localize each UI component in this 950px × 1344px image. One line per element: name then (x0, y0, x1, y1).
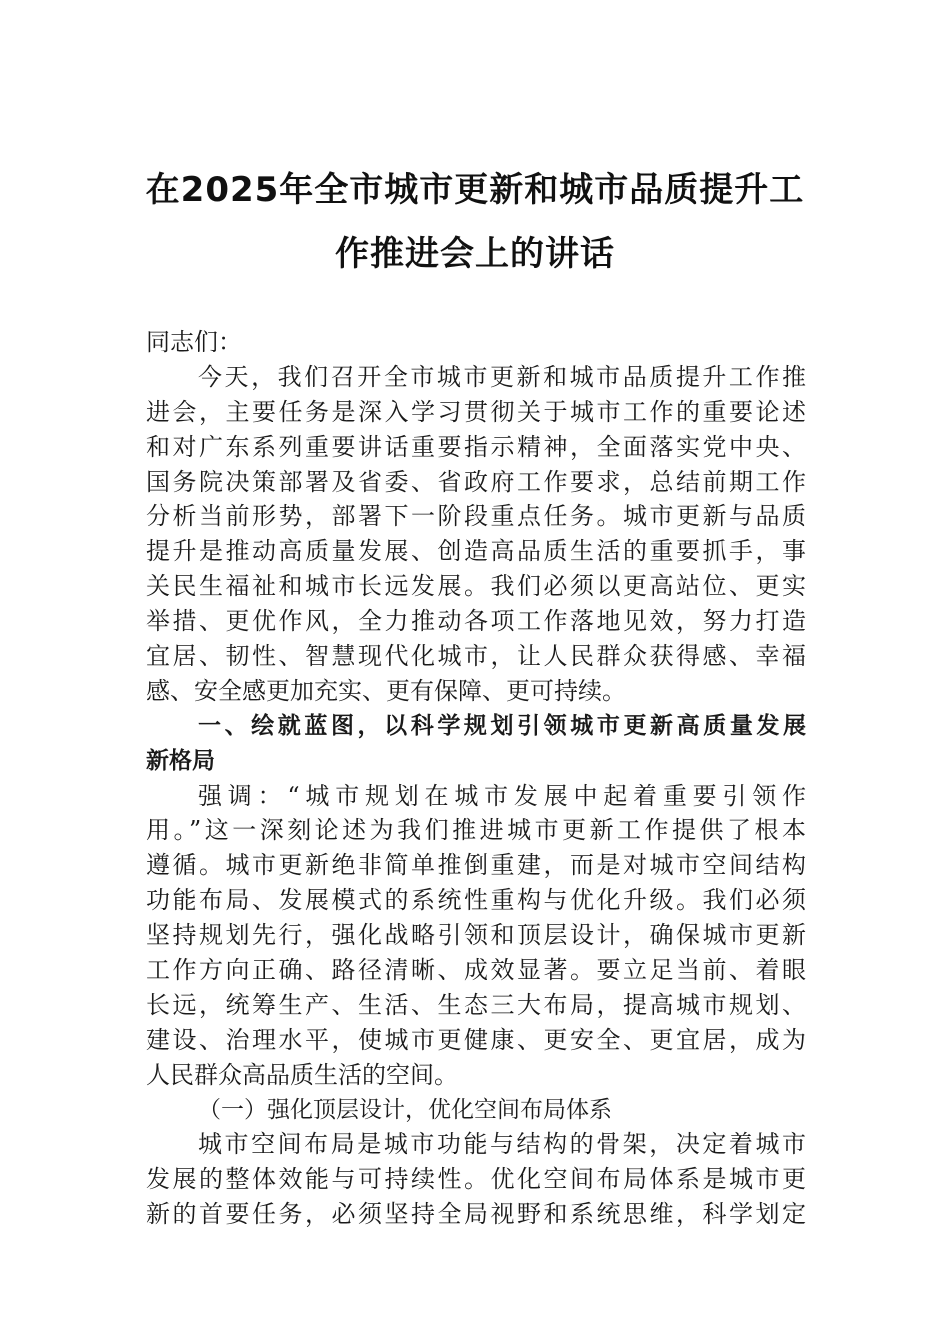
section-heading: 新格局 (146, 747, 215, 774)
paragraph-line: 宜居、韧性、智慧现代化城市，让人民群众获得感、幸福 (146, 642, 806, 671)
paragraph-line: 人民群众高品质生活的空间。 (146, 1060, 458, 1089)
subsection-heading: （一）强化顶层设计，优化空间布局体系 (198, 1096, 612, 1123)
paragraph-line: 新的首要任务，必须坚持全局视野和系统思维，科学划定 (146, 1200, 806, 1229)
paragraph-line: 和对广东系列重要讲话重要指示精神，全面落实党中央、 (146, 432, 806, 461)
paragraph-line: 关民生福祉和城市长远发展。我们必须以更高站位、更实 (146, 572, 806, 601)
paragraph-line: 坚持规划先行，强化战略引领和顶层设计，确保城市更新 (146, 921, 806, 950)
paragraph-line: 工作方向正确、路径清晰、成效显著。要立足当前、着眼 (146, 956, 806, 985)
document-body (146, 325, 806, 1232)
paragraph-line: 强调：“城市规划在城市发展中起着重要引领作 (198, 781, 806, 810)
salutation: 同志们： (146, 328, 242, 356)
paragraph-line: 遵循。城市更新绝非简单推倒重建，而是对城市空间结构 (146, 851, 806, 880)
paragraph-line: 国务院决策部署及省委、省政府工作要求，总结前期工作 (146, 467, 806, 496)
paragraph-line: 分析当前形势，部署下一阶段重点任务。城市更新与品质 (146, 502, 806, 531)
document-title-line-2: 作推进会上的讲话 (335, 234, 615, 274)
paragraph-line: 感、安全感更加充实、更有保障、更可持续。 (146, 676, 626, 705)
section-heading: 一、绘就蓝图，以科学规划引领城市更新高质量发展 (198, 712, 806, 739)
paragraph-line: 建设、治理水平，使城市更健康、更安全、更宜居，成为 (146, 1025, 806, 1054)
paragraph-line: 进会，主要任务是深入学习贯彻关于城市工作的重要论述 (146, 397, 806, 426)
paragraph-line: 提升是推动高质量发展、创造高品质生活的重要抓手，事 (146, 537, 806, 566)
paragraph-line: 城市空间布局是城市功能与结构的骨架，决定着城市 (198, 1130, 806, 1159)
paragraph-line: 长远，统筹生产、生活、生态三大布局，提高城市规划、 (146, 990, 806, 1019)
paragraph-line: 举措、更优作风，全力推动各项工作落地见效，努力打造 (146, 607, 806, 636)
paragraph-line: 发展的整体效能与可持续性。优化空间布局体系是城市更 (146, 1165, 806, 1194)
document-title-line-1: 在2025年全市城市更新和城市品质提升工 (145, 170, 805, 210)
paragraph-line: 用。”这一深刻论述为我们推进城市更新工作提供了根本 (146, 816, 806, 845)
paragraph-line: 今天，我们召开全市城市更新和城市品质提升工作推 (198, 362, 806, 391)
paragraph-line: 功能布局、发展模式的系统性重构与优化升级。我们必须 (146, 886, 806, 915)
